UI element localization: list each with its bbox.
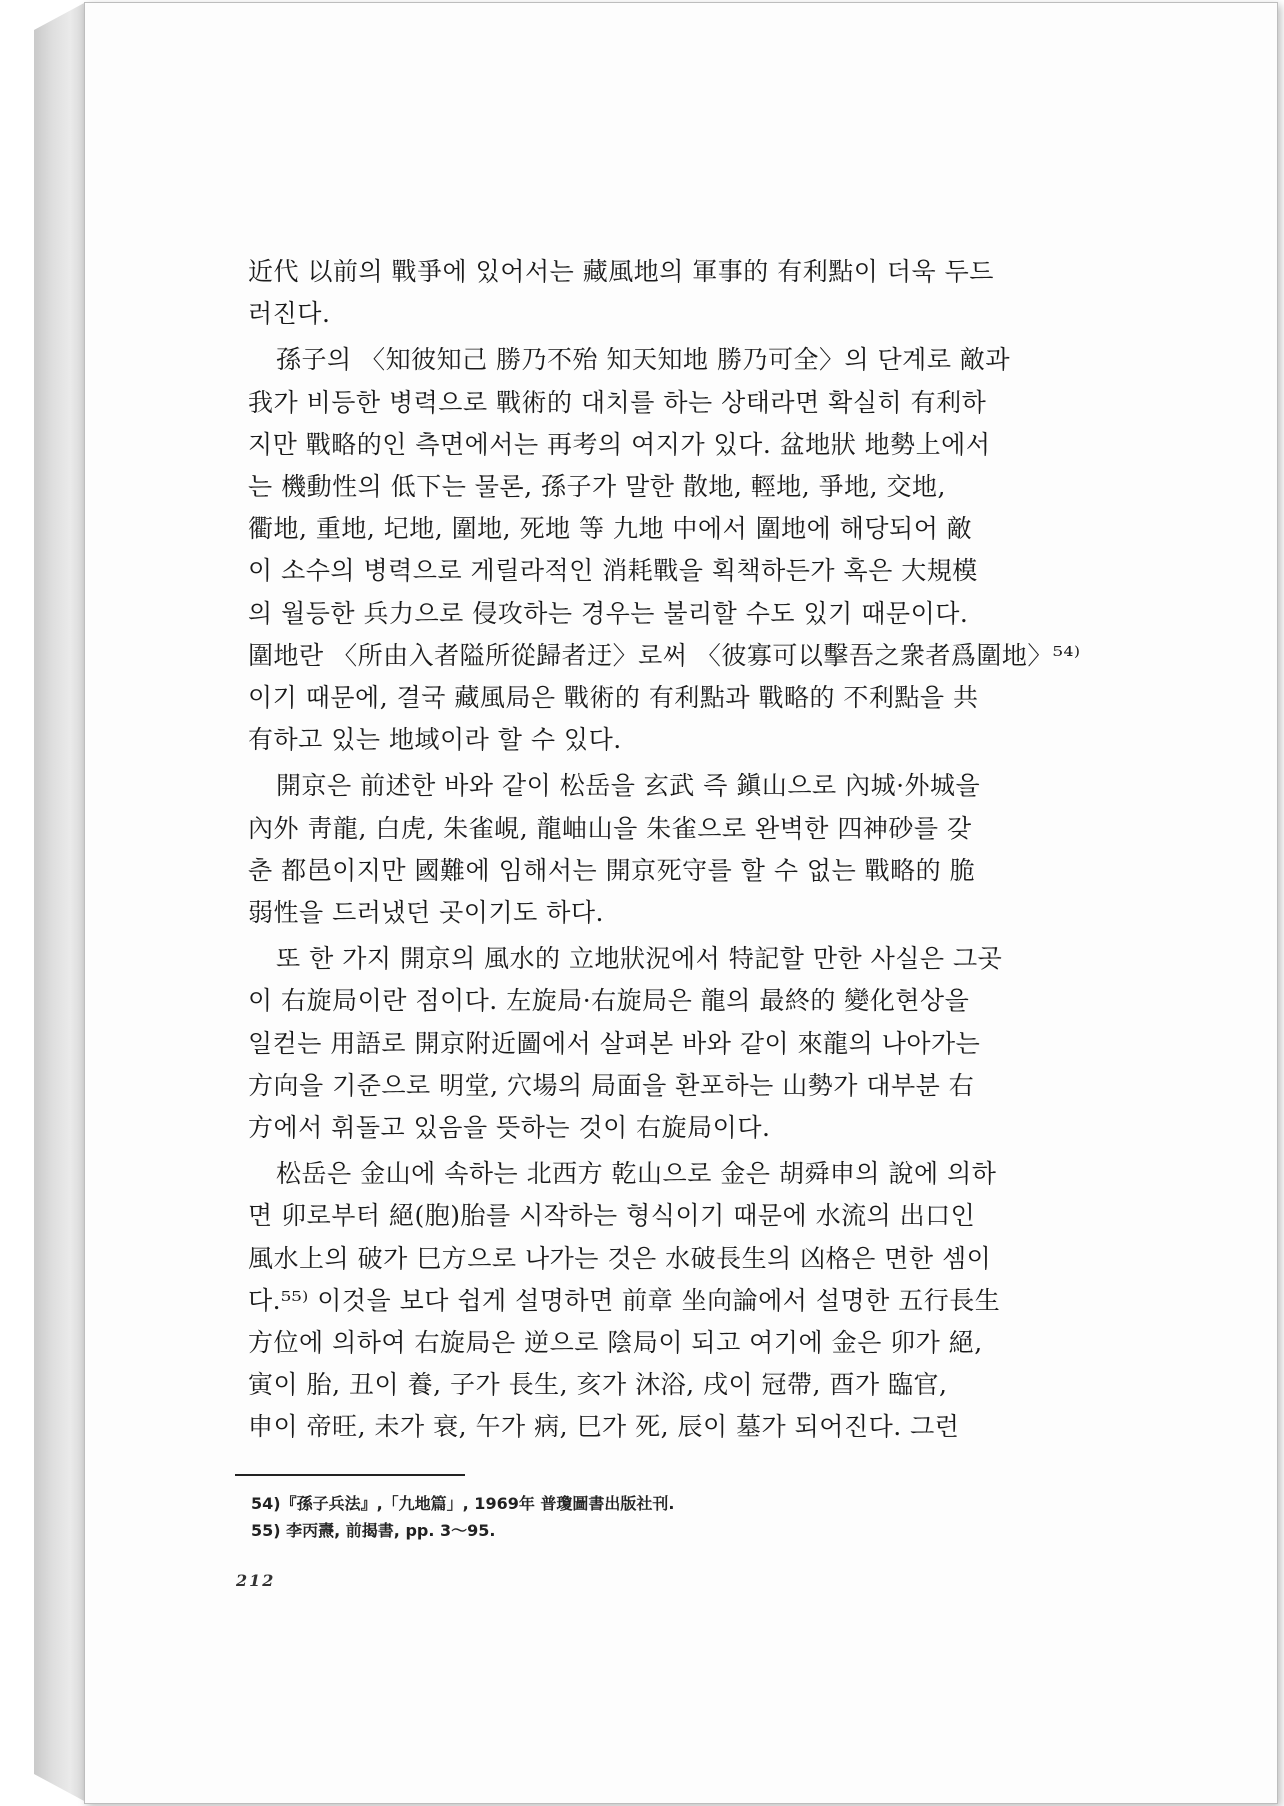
text-line: 我가 비등한 병력으로 戰術的 대치를 하는 상태라면 확실히 有利하 [248,387,987,417]
footnotes [251,1490,675,1544]
text-line: 弱性을 드러냈던 곳이기도 하다. [248,898,604,928]
footnote-divider [235,1474,465,1476]
paragraph [248,1153,1144,1448]
text-line: 申이 帝旺, 未가 衰, 午가 病, 巳가 死, 辰이 墓가 되어진다. 그런 [248,1412,960,1442]
paragraph [248,765,1144,934]
text-line: 內外 靑龍, 白虎, 朱雀峴, 龍岫山을 朱雀으로 완벽한 四神砂를 갖 [248,813,972,843]
paragraph [248,339,1144,761]
book-spine-edge [34,2,86,1802]
text-line: 일컫는 用語로 開京附近圖에서 살펴본 바와 같이 來龍의 나아가는 [248,1028,981,1058]
text-line: 有하고 있는 地域이라 할 수 있다. [248,725,622,755]
paragraph [248,938,1144,1149]
text-line: 寅이 胎, 丑이 養, 子가 長生, 亥가 沐浴, 戌이 冠帶, 酉가 臨官, [248,1370,948,1400]
text-line: 方에서 휘돌고 있음을 뜻하는 것이 右旋局이다. [248,1113,771,1143]
paragraph-container [248,251,1144,1449]
text-line: 孫子의 〈知彼知己 勝乃不殆 知天知地 勝乃可全〉의 단계로 敵과 [276,345,1011,375]
text-line: 러진다. [248,299,331,329]
footnote-54: 54)『孫子兵法』,「九地篇」, 1969年 普瓊圖書出版社刊. [251,1494,675,1513]
text-line: 의 월등한 兵力으로 侵攻하는 경우는 불리할 수도 있기 때문이다. [248,598,969,628]
page-number: 212 [236,1571,276,1590]
text-line: 이 右旋局이란 점이다. 左旋局·右旋局은 龍의 最終的 變化현상을 [248,986,970,1016]
footnote-55: 55) 李丙燾, 前揭書, pp. 3～95. [251,1521,496,1540]
text-line: 衢地, 重地, 圮地, 圍地, 死地 等 九地 中에서 圍地에 해당되어 敵 [248,514,973,544]
text-line: 開京은 前述한 바와 같이 松岳을 玄武 즉 鎭山으로 內城·外城을 [276,771,981,801]
text-line: 또 한 가지 開京의 風水的 立地狀況에서 特記할 만한 사실은 그곳 [276,944,1003,974]
text-line: 면 卯로부터 絕(胞)胎를 시작하는 형식이기 때문에 水流의 出口인 [248,1201,976,1231]
text-line: 方位에 의하여 右旋局은 逆으로 陰局이 되고 여기에 金은 卯가 絕, [248,1328,983,1358]
text-line: 이 소수의 병력으로 게릴라적인 消耗戰을 획책하든가 혹은 大規模 [248,556,978,586]
text-line: 이기 때문에, 결국 藏風局은 戰術的 有利點과 戰略的 不利點을 共 [248,683,979,713]
text-line: 方向을 기준으로 明堂, 穴場의 局面을 환포하는 山勢가 대부분 右 [248,1070,975,1100]
text-line: 는 機動性의 低下는 물론, 孫子가 말한 散地, 輕地, 爭地, 交地, [248,472,946,502]
text-line: 춘 都邑이지만 國難에 임해서는 開京死守를 할 수 없는 戰略的 脆 [248,855,976,885]
text-line: 圍地란 〈所由入者隘所從歸者迂〉로써 〈彼寡可以擊吾之衆者爲圍地〉⁵⁴⁾ [248,640,1081,670]
text-line: 近代 以前의 戰爭에 있어서는 藏風地의 軍事的 有利點이 더욱 두드 [248,257,994,286]
document-page [84,2,1278,1804]
text-line: 다.⁵⁵⁾ 이것을 보다 쉽게 설명하면 前章 坐向論에서 설명한 五行長生 [248,1285,1001,1315]
body-text [248,251,1144,1453]
text-line: 지만 戰略的인 측면에서는 再考의 여지가 있다. 盆地狀 地勢上에서 [248,429,991,459]
text-line: 風水上의 破가 巳方으로 나가는 것은 水破長生의 凶格은 면한 셈이 [248,1243,992,1273]
paragraph [248,251,1144,335]
text-line: 松岳은 金山에 속하는 北西方 乾山으로 金은 胡舜申의 說에 의하 [276,1159,997,1189]
